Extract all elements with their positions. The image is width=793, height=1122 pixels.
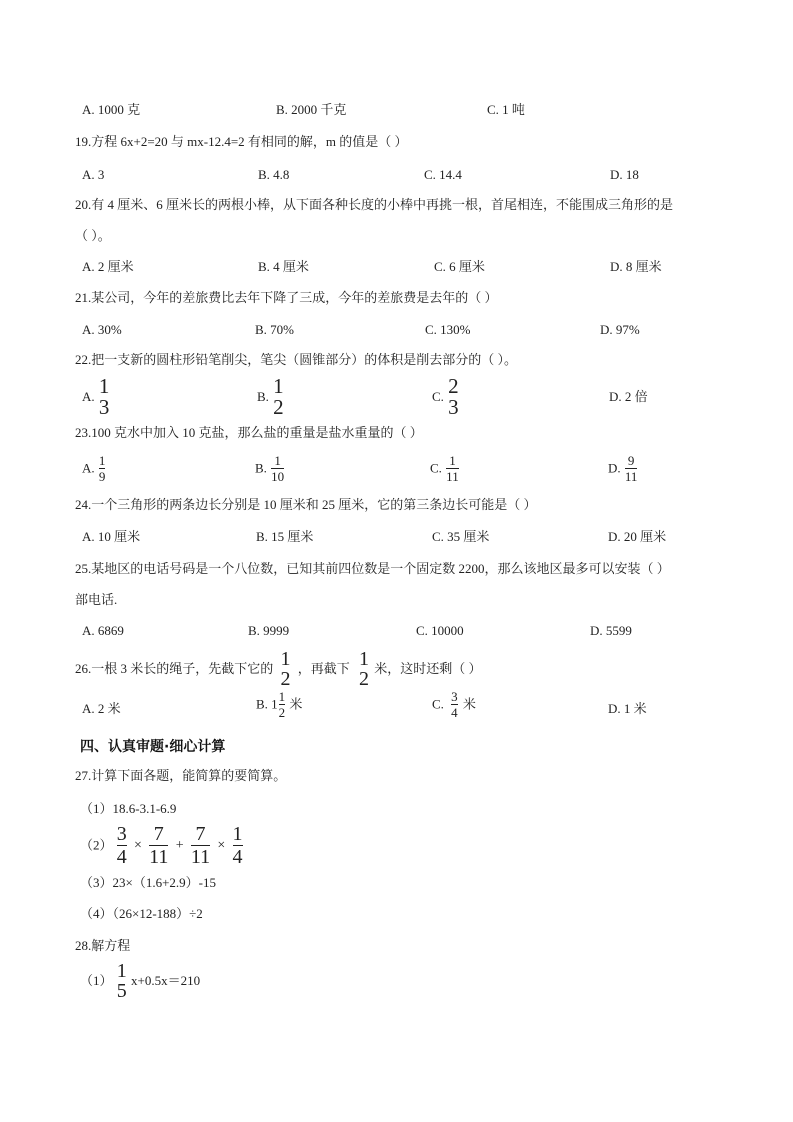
question-25-text: 25.某地区的电话号码是一个八位数，已知其前四位数是一个固定数 2200，那么该地区最多可以安装（ ） (75, 561, 670, 576)
q25-choice-b: B. 9999 (248, 623, 290, 638)
q27-item-1: （1）18.6-3.1-6.9 (80, 801, 177, 816)
q26-choice-b: B. 1 $\frac{1}{2}$ 米 (256, 689, 303, 720)
fraction: $\frac{3}{4}$ (451, 689, 458, 720)
question-28-text: 28.解方程 (75, 938, 131, 953)
fraction: $\frac{7}{11}$ (190, 823, 211, 868)
q20-choice-c: C. 6 厘米 (434, 259, 485, 274)
question-23-text: 23.100 克水中加入 10 克盐，那么盐的重量是盐水重量的（ ） (75, 425, 423, 440)
q18-choice-a: A. 1000 克 (82, 102, 141, 117)
question-22-text: 22.把一支新的圆柱形铅笔削尖，笔尖（圆锥部分）的体积是削去部分的（ ）。 (75, 352, 518, 367)
section-title: 四、认真审题·细心计算 (80, 739, 226, 755)
fraction: $\frac{1}{2}$ (278, 689, 286, 720)
fraction: $\frac{9}{11}$ (624, 453, 638, 484)
fraction: 1 2 (359, 648, 370, 690)
fraction: 1 3 (98, 374, 110, 419)
q26-choice-d: D. 1 米 (608, 701, 647, 716)
q24-choice-d: D. 20 厘米 (608, 529, 667, 544)
q23-choice-b: B. $\frac{1}{10}$ (255, 453, 285, 484)
q19-choice-a: A. 3 (82, 167, 105, 182)
q25-choice-c: C. 10000 (416, 623, 464, 638)
q22-choice-a: A. 1 3 (82, 374, 110, 419)
question-24-text: 24.一个三角形的两条边长分别是 10 厘米和 25 厘米，它的第三条边长可能是（ ） (75, 497, 537, 512)
q27-item-3: （3）23×（1.6+2.9）-15 (80, 875, 216, 890)
fraction: $\frac{7}{11}$ (149, 823, 169, 868)
q20-choice-a: A. 2 厘米 (82, 259, 134, 274)
q23-choice-c: C. $\frac{1}{11}$ (430, 453, 459, 484)
q21-choice-a: A. 30% (82, 322, 122, 337)
q28-item-1: （1） 1 5 x+0.5x＝210 (80, 960, 201, 1002)
question-20-text: 20.有 4 厘米、6 厘米长的两根小棒，从下面各种长度的小棒中再挑一根，首尾相连，不能围成三角形的是 (75, 197, 674, 212)
q25-choice-a: A. 6869 (82, 623, 124, 638)
q18-choice-b: B. 2000 千克 (276, 102, 347, 117)
q18-choice-c: C. 1 吨 (487, 102, 525, 117)
q25-choice-d: D. 5599 (590, 623, 632, 638)
q22-choice-d: D. 2 倍 (609, 389, 648, 404)
q27-item-4: （4）（26×12-188）÷2 (80, 906, 203, 921)
fraction: 2 3 (448, 374, 459, 419)
q20-choice-d: D. 8 厘米 (610, 259, 662, 274)
fraction: $\frac{1}{11}$ (446, 453, 459, 484)
q24-choice-a: A. 10 厘米 (82, 529, 141, 544)
fraction: 1 2 (280, 648, 291, 690)
fraction: $\frac{3}{4}$ (116, 823, 127, 868)
q27-item-2: （2） $\frac{3}{4}$ × $\frac{7}{11}$ + $\frac{7}{11}$ × $\frac{1}{4}$ (80, 823, 243, 868)
q20-choice-b: B. 4 厘米 (258, 259, 309, 274)
question-27-text: 27.计算下面各题，能简算的要简算。 (75, 768, 287, 783)
fraction: $\frac{1}{4}$ (232, 823, 243, 868)
q19-choice-c: C. 14.4 (424, 167, 462, 182)
q22-choice-b: B. 1 2 (257, 374, 284, 419)
q19-choice-b: B. 4.8 (258, 167, 290, 182)
question-21-text: 21.某公司，今年的差旅费比去年下降了三成，今年的差旅费是去年的（ ） (75, 290, 498, 305)
fraction: 1 5 (116, 960, 127, 1002)
fraction: $\frac{1}{10}$ (271, 453, 285, 484)
q23-choice-d: D. $\frac{9}{11}$ (608, 453, 638, 484)
question-20-text-cont: （ ）。 (75, 228, 111, 243)
q23-choice-a: A. $\frac{1}{9}$ (82, 453, 106, 484)
q22-choice-c: C. 2 3 (432, 374, 459, 419)
question-19-text: 19.方程 6x+2=20 与 mx-12.4=2 有相同的解，m 的值是（ ） (75, 134, 408, 149)
question-25-text-cont: 部电话. (75, 592, 118, 607)
q21-choice-d: D. 97% (600, 322, 640, 337)
q26-choice-a: A. 2 米 (82, 701, 121, 716)
q21-choice-c: C. 130% (425, 322, 471, 337)
fraction: $\frac{1}{9}$ (98, 453, 106, 484)
q26-choice-c: C. $\frac{3}{4}$ 米 (432, 689, 476, 720)
q19-choice-d: D. 18 (610, 167, 639, 182)
question-26-text: 26.一根 3 米长的绳子，先截下它的 1 2 ，再截下 1 2 米，这时还剩（ ） (75, 648, 482, 690)
q21-choice-b: B. 70% (255, 322, 294, 337)
q24-choice-c: C. 35 厘米 (432, 529, 490, 544)
q24-choice-b: B. 15 厘米 (256, 529, 314, 544)
fraction: 1 2 (273, 374, 284, 419)
